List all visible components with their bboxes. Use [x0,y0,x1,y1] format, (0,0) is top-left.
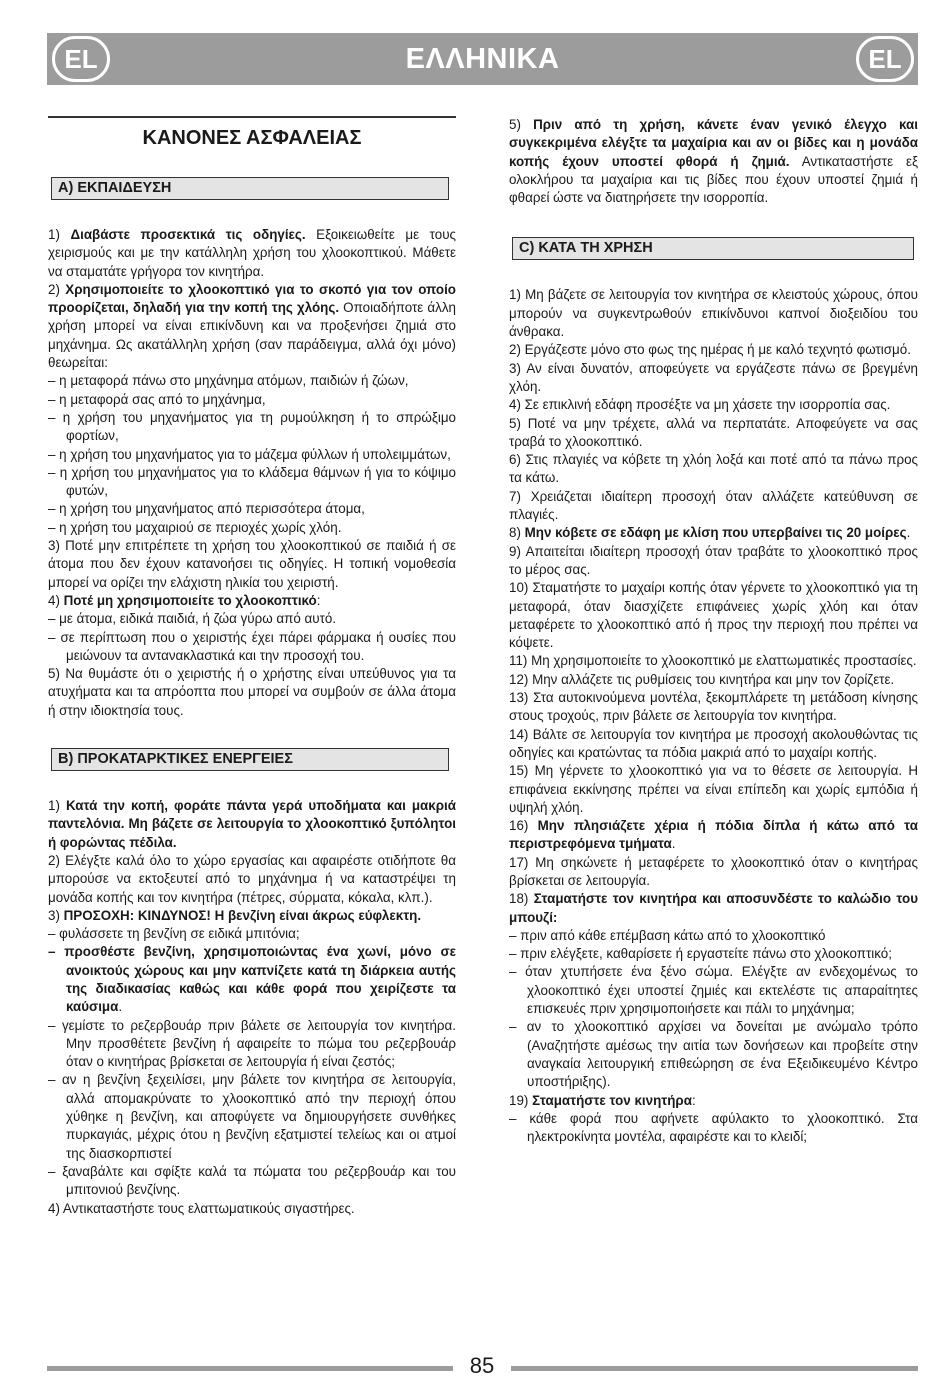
footer-rule-left [47,1366,453,1371]
c-paragraph: 7) Χρειάζεται ιδιαίτερη προσοχή όταν αλλάζετε κατεύθυνση σε πλαγιές. [509,488,918,523]
c-paragraph: 4) Σε επικλινή εδάφη προσέξτε να μη χάσετε την ισορροπία σας. [509,397,891,413]
a-paragraph-3: 3) Ποτέ μην επιτρέπετε τη χρήση του χλοοκοπτικού σε παιδιά ή σε άτομα που δεν έχουν κατανοήσει τις οδηγίες. Η τοπική νομοθεσία μπορεί να ορίζει την ελάχιστη ηλικία του χειριστή. [48,538,456,590]
c-paragraph: 12) Μην αλλάζετε τις ρυθμίσεις του κινητήρα και μην τον ζορίζετε. [509,671,895,687]
b-paragraph-3: 3) ΠΡΟΣΟΧΗ: ΚΙΝΔΥΝΟΣ! Η βενζίνη είναι άκρως εύφλεκτη. [48,907,422,923]
b-list-item: – προσθέστε βενζίνη, χρησιμοποιώντας ένα χωνί, μόνο σε ανοικτούς χώρους και μην καπνίζετε κατά τη διάρκεια αυτής της διαδικασίας καθώς και κάθε φορά που χειρίζεστε τα καύσιμα. [48,944,456,1015]
b-paragraph-1: 1) Κατά την κοπή, φοράτε πάντα γερά υποδήματα και μακριά παντελόνια. Μη βάζετε σε λειτουργία το χλοοκοπτικό ξυπόλητοι ή φορώντας πέδιλα. [48,798,456,850]
c-paragraph: 1) Μη βάζετε σε λειτουργία τον κινητήρα σε κλειστούς χώρους, όπου μπορούν να συγκεντρωθούν επικίνδυνοι καπνοί διοξειδίου του άνθρακα. [509,287,918,340]
right-column [509,116,918,1146]
main-title: ΚΑΝΟΝΕΣ ΑΣΦΑΛΕΙΑΣ [48,116,456,150]
c-paragraph: 11) Μη χρησιμοποιείτε το χλοοκοπτικό με ελαττωματικές προστασίες. [509,653,917,669]
section-c-heading: C) ΚΑΤΑ ΤΗ ΧΡΗΣΗ [512,237,914,260]
a-paragraph-4: 4) Ποτέ μη χρησιμοποιείτε το χλοοκοπτικό: [48,592,321,608]
a-paragraph-5: 5) Να θυμάστε ότι ο χειριστής ή ο χρήστης είναι υπεύθυνος για τα ατυχήματα και τα απρόοπτα που μπορεί να συμβούν σε άλλα άτομα ή στην ιδιοκτησία τους. [48,666,456,718]
c-list-item: – πριν από κάθε επέμβαση κάτω από το χλοοκοπτικό [509,927,826,943]
b-paragraph-2: 2) Ελέγξτε καλά όλο το χώρο εργασίας και αφαιρέστε οτιδήποτε θα μπορούσε να εκτοξευτεί από το μηχάνημα ή να καταστρέψει τη μονάδα κοπής και τον κινητήρα (πέτρες, σύρματα, κόκαλα, κλπ.). [48,852,456,905]
c-list-item: – όταν χτυπήσετε ένα ξένο σώμα. Ελέγξτε αν ενδεχομένως το χλοοκοπτικό έχει υποστεί ζημιές και εκτελέστε τις απαραίτητες επισκευές πριν χρησιμοποιήσετε και πάλι το μηχάνημα; [509,964,918,1017]
a-list-item: – σε περίπτωση που ο χειριστής έχει πάρει φάρμακα ή ουσίες που μειώνουν τα αντανακλαστικά και την προσοχή του. [48,629,456,663]
b-list-item: – γεμίστε το ρεζερβουάρ πριν βάλετε σε λειτουργία τον κινητήρα. Μην προσθέτετε βενζίνη ή αφαιρείτε το πώμα του ρεζερβουάρ όταν ο κινητήρας βρίσκεται σε λειτουργία ή είναι ζεστός; [48,1017,456,1070]
c-paragraph: 5) Ποτέ να μην τρέχετε, αλλά να περπατάτε. Αποφεύγετε να σας τραβά το χλοοκοπτικό. [509,415,918,449]
a-list-item: – η χρήση του μηχανήματος για το μάζεμα φύλλων ή υπολειμμάτων, [48,446,451,462]
a-paragraph-2: 2) Χρησιμοποιείτε το χλοοκοπτικό για το σκοπό για τον οποίο προορίζεται, δηλαδή για την κοπή της χλόης. Οποιαδήποτε άλλη χρήση μπορεί να είναι επικίνδυνη και να προξενήσει ζημιά στο μηχάνημα. Ως ακατάλληλη χρήση (σαν παράδειγμα, αλλά όχι μόνο) θεωρείται: [48,281,456,371]
section-a-heading: A) ΕΚΠΑΙΔΕΥΣΗ [51,177,449,200]
c-paragraph-8: 8) Μην κόβετε σε εδάφη με κλίση που υπερβαίνει τις 20 μοίρες. [509,525,911,541]
c-list-item: – πριν ελέγξετε, καθαρίσετε ή εργαστείτε πάνω στο χλοοκοπτικό; [509,946,892,962]
a-list-item: – η χρήση του μηχανήματος για τη ρυμούλκηση ή το σπρώξιμο φορτίων, [48,409,456,444]
c-paragraph: 9) Απαιτείται ιδιαίτερη προσοχή όταν τραβάτε το χλοοκοπτικό προς το μέρος σας. [509,543,918,577]
a-list-item: – η χρήση του μηχανήματος από περισσότερα άτομα, [48,501,365,517]
page-number: 85 [469,1353,495,1378]
b-list-item: – φυλάσσετε τη βενζίνη σε ειδικά μπιτόνια; [48,926,300,942]
c-paragraph-16: 16) Μην πλησιάζετε χέρια ή πόδια δίπλα ή κάτω από τα περιστρεφόμενα τμήματα. [509,818,919,852]
a-list-item: – η μεταφορά πάνω στο μηχάνημα ατόμων, παιδιών ή ζώων, [48,373,409,389]
c-paragraph: 6) Στις πλαγιές να κόβετε τη χλόη λοξά και ποτέ από τα πάνω προς τα κάτω. [509,452,918,486]
language-badge-left: EL [52,36,110,82]
c-paragraph-19: 19) Σταματήστε τον κινητήρα: [509,1092,696,1108]
c-paragraph: 10) Σταματήστε το μαχαίρι κοπής όταν γέρνετε το χλοοκοπτικό για τη μεταφορά, όταν διασχίζετε επιφάνειες χωρίς χλόη και όταν μεταφέρετε το χλοοκοπτικό από ή προς την περιοχή που πρέπει να κόψετε. [509,580,918,651]
b-paragraph-4: 4) Αντικαταστήστε τους ελαττωματικούς σιγαστήρες. [48,1200,355,1216]
a-list-item: – η μεταφορά σας από το μηχάνημα, [48,391,266,407]
a-list-item: – η χρήση του μηχανήματος για το κλάδεμα θάμνων ή για το κόψιμο φυτών, [48,464,456,499]
left-column [48,116,456,1218]
b-list-item: – ξαναβάλτε και σφίξτε καλά τα πώματα του ρεζερβουάρ και του μπιτονιού βενζίνης. [48,1163,456,1198]
c-paragraph-18: 18) Σταματήστε τον κινητήρα και αποσυνδέστε το καλώδιο του μπουζί: [509,891,918,925]
language-badge-right: EL [856,36,914,82]
c-paragraph: 3) Αν είναι δυνατόν, αποφεύγετε να εργάζεστε πάνω σε βρεγμένη χλόη. [509,360,918,394]
b-paragraph-5: 5) Πριν από τη χρήση, κάνετε έναν γενικό έλεγχο και συγκεκριμένα ελέγξτε τα μαχαίρια και αν οι βίδες και η μονάδα κοπής έχουν υποστεί φθορά ή ζημιά. Αντικαταστήστε εξ ολοκλήρου τα μαχαίρια και τις βίδες που έχουν υποστεί ζημιά ή φθαρεί ώστε να διατηρήσετε την ισορροπία. [509,117,918,206]
a-list-item: – η χρήση του μαχαιριού σε περιοχές χωρίς χλόη. [48,519,342,535]
c-paragraph-17: 17) Μη σηκώνετε ή μεταφέρετε το χλοοκοπτικό όταν ο κινητήρας βρίσκεται σε λειτουργία. [509,854,918,888]
c-list-item: – αν το χλοοκοπτικό αρχίσει να δονείται με ανώμαλο τρόπο (Αναζητήστε αμέσως την αιτία των δονήσεων και προβείτε στην αναγκαία λειτουργική επιθεώρηση σε ένα Εξειδικευμένο Κέντρο υποστήριξης). [509,1019,918,1090]
b-list-item: – αν η βενζίνη ξεχειλίσει, μην βάλετε τον κινητήρα σε λειτουργία, αλλά απομακρύνατε το χλοοκοπτικό από την περιοχή όπου χύθηκε η βενζίνη, και αποφύγετε να δημιουργήσετε συνθήκες πυρκαγιάς, μέχρις ότου η βενζίνη εξατμιστεί τελείως και οι ατμοί της διασκορπιστεί [48,1072,456,1161]
c-paragraph: 15) Μη γέρνετε το χλοοκοπτικό για να το θέσετε σε λειτουργία. Η επιφάνεια εκκίνησης πρέπει να είναι επίπεδη και χωρίς εμπόδια ή υψηλή χλόη. [509,763,918,815]
c-paragraph: 14) Βάλτε σε λειτουργία τον κινητήρα με προσοχή ακολουθώντας τις οδηγίες και κρατώντας τα πόδια μακριά από το μαχαίρι κοπής. [509,726,918,760]
a-paragraph-1: 1) Διαβάστε προσεκτικά τις οδηγίες. Εξοικειωθείτε με τους χειρισμούς και με την κατάλληλη χρήση του χλοοκοπτικού. Μάθετε να σταματάτε γρήγορα τον κινητήρα. [48,227,456,279]
footer-rule-right [511,1366,918,1371]
c-list-item: – κάθε φορά που αφήνετε αφύλακτο το χλοοκοπτικό. Στα ηλεκτροκίνητα μοντέλα, αφαιρέστε και το κλειδί; [509,1110,918,1145]
a-list-item: – με άτομα, ειδικά παιδιά, ή ζώα γύρω από αυτό. [48,611,337,627]
c-paragraph: 13) Στα αυτοκινούμενα μοντέλα, ξεκομπλάρετε τη μετάδοση κίνησης στους τροχούς, πριν βάλετε σε λειτουργία τον κινητήρα. [509,690,918,724]
page-header-title: ΕΛΛΗΝΙΚΑ [405,43,560,75]
section-b-heading: B) ΠΡΟΚΑΤΑΡΚΤΙΚΕΣ ΕΝΕΡΓΕΙΕΣ [51,748,449,771]
c-paragraph: 2) Εργάζεστε μόνο στο φως της ημέρας ή με καλό τεχνητό φωτισμό. [509,342,911,358]
